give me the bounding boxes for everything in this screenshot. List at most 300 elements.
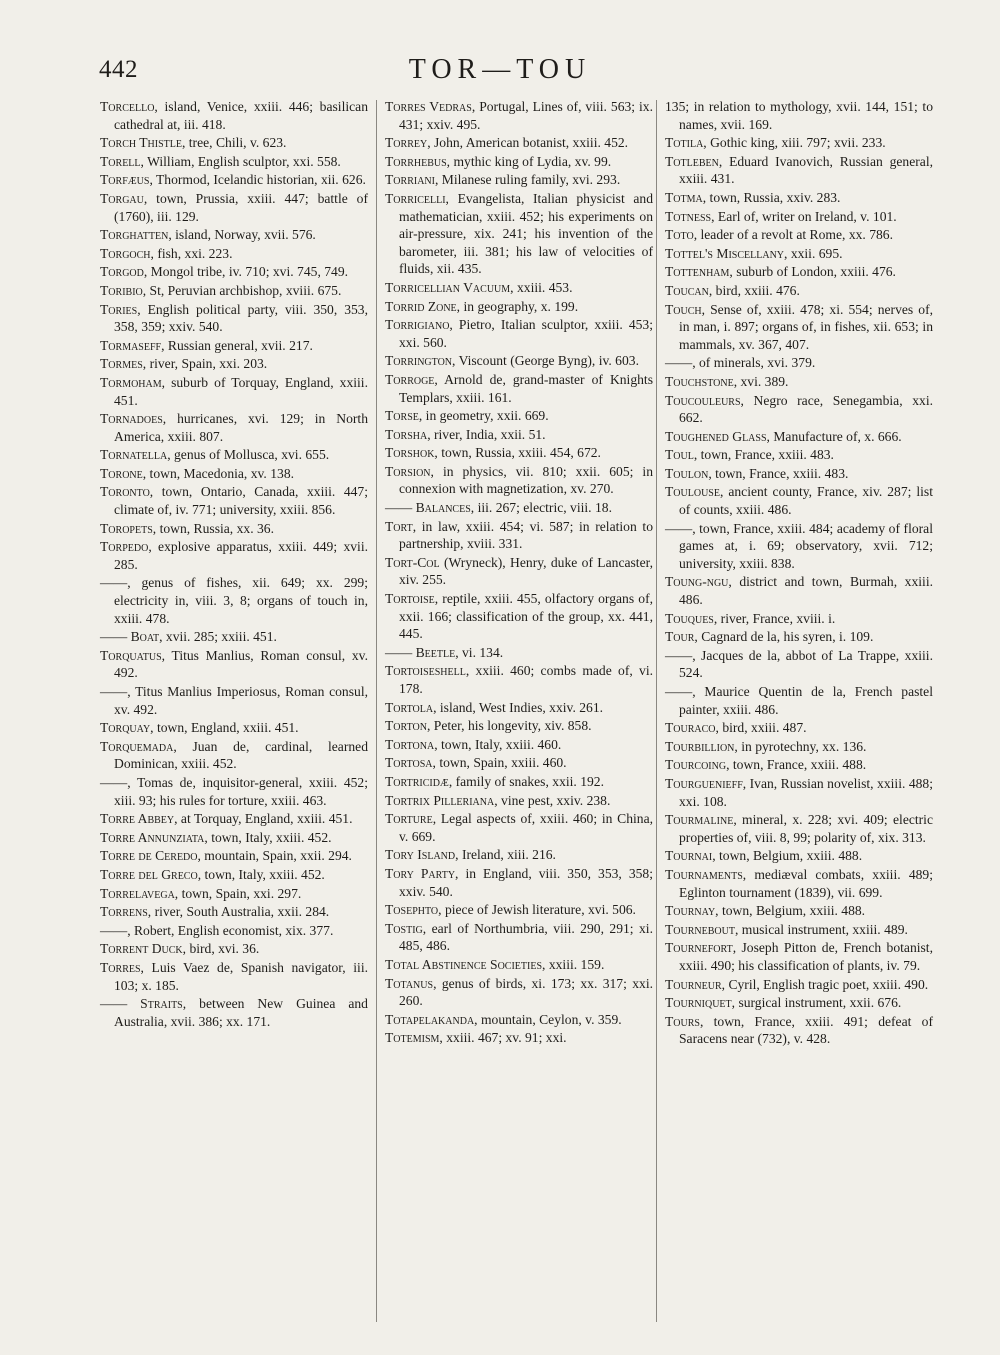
- index-entry: [665, 939, 933, 974]
- entry-text: , town, Russia, xx. 36.: [152, 520, 274, 536]
- entry-headword: Torrid Zone: [385, 298, 457, 314]
- entry-headword: Torre Annunziata: [100, 829, 205, 845]
- entry-text: , genus of birds, xi. 173; xx. 317; xxi. 260.: [399, 975, 653, 1009]
- index-entry: [665, 465, 933, 483]
- entry-text: (Wryneck), Henry, duke of Lancaster, xiv. 255.: [399, 554, 653, 588]
- entry-headword: Tormaseff: [100, 337, 162, 353]
- index-entry: [665, 866, 933, 901]
- index-entry: [385, 846, 653, 864]
- index-entry: [385, 352, 653, 370]
- entry-text: , town, Italy, xxiii. 452.: [204, 829, 332, 845]
- index-entry: [385, 518, 653, 553]
- entry-text: , town, France, xxiii. 491; defeat of Saracens near (732), v. 428.: [679, 1013, 933, 1047]
- index-entry: [665, 902, 933, 920]
- entry-headword: Torrigiano: [385, 317, 450, 333]
- entry-text: , suburb of Torquay, England, xxiii. 451.: [114, 374, 368, 408]
- entry-headword: Totleben: [665, 153, 719, 169]
- index-entry: [665, 282, 933, 300]
- index-entry: [100, 628, 368, 646]
- entry-text: , xvi. 389.: [733, 373, 789, 389]
- entry-text: , town, Belgium, xxiii. 488.: [712, 848, 863, 864]
- index-entry: [665, 354, 933, 372]
- entry-text: , Negro race, Senegambia, xxi. 662.: [679, 392, 933, 426]
- entry-text: , John, American botanist, xxiii. 452.: [427, 135, 629, 151]
- entry-text: , Cagnard de la, his syren, i. 109.: [694, 629, 874, 645]
- entry-headword: Tortricidæ: [385, 773, 449, 789]
- index-entry: [665, 189, 933, 207]
- entry-text: , xxiii. 159.: [542, 956, 605, 972]
- index-entry: [100, 483, 368, 518]
- entry-text: , island, Norway, xvii. 576.: [168, 227, 316, 243]
- entry-text: , in law, xxiii. 454; vi. 587; in relation to partnership, xviii. 331.: [399, 518, 653, 552]
- entry-headword: Tourniquet: [665, 995, 732, 1011]
- index-entry: [385, 1029, 653, 1047]
- index-entry: [385, 699, 653, 717]
- entry-text: , Juan de, cardinal, learned Dominican, xxiii. 452.: [114, 738, 368, 772]
- index-entry: [385, 554, 653, 589]
- entry-text: , reptile, xxiii. 455, olfactory organs of, xxii. 166; classification of the group, xx. 441, 445.: [399, 591, 653, 642]
- index-entry: [665, 245, 933, 263]
- index-entry: [665, 153, 933, 188]
- entry-headword: Toucan: [665, 282, 709, 298]
- index-entry: [385, 956, 653, 974]
- index-entry: [385, 444, 653, 462]
- index-entry: [385, 717, 653, 735]
- index-entry: [385, 644, 653, 662]
- entry-headword: Tourmaline: [665, 812, 734, 828]
- entry-headword: Torres Vedras: [385, 99, 472, 114]
- index-entry: [665, 647, 933, 682]
- entry-headword: Torghatten: [100, 227, 169, 243]
- entry-text: , town, Ontario, Canada, xxiii. 447; climate of, iv. 771; university, xxiii. 856.: [114, 484, 368, 518]
- entry-text: , river, France, xviii. i.: [713, 610, 836, 626]
- index-entry: [665, 392, 933, 427]
- index-entry: [665, 263, 933, 281]
- entry-text: , Eduard Ivanovich, Russian general, xxiii. 431.: [679, 153, 933, 187]
- index-entry: [385, 463, 653, 498]
- index-entry: [385, 407, 653, 425]
- index-entry: [100, 520, 368, 538]
- entry-headword: Tournefort: [665, 940, 733, 956]
- entry-text: , Viscount (George Byng), iv. 603.: [452, 353, 639, 369]
- index-entry: [100, 995, 368, 1030]
- entry-headword: Torgod: [100, 264, 144, 280]
- index-entry: [100, 885, 368, 903]
- entry-headword: Tormoham: [100, 374, 162, 390]
- entry-headword: Torrens: [100, 904, 148, 920]
- index-entry: [385, 371, 653, 406]
- entry-headword: Torrelavega: [100, 885, 175, 901]
- entry-headword: Torell: [100, 153, 141, 169]
- entry-text: , xxii. 695.: [784, 245, 843, 261]
- entry-headword: —— Boat: [100, 629, 160, 645]
- index-entry: [385, 98, 653, 133]
- index-entry: [665, 373, 933, 391]
- entry-text: , mountain, Ceylon, v. 359.: [474, 1011, 622, 1027]
- entry-text: , town, Italy, xxiii. 452.: [197, 866, 325, 882]
- entry-text: , bird, xxiii. 487.: [715, 720, 807, 736]
- entry-headword: Toribio: [100, 282, 143, 298]
- entry-headword: Toulon: [665, 465, 709, 481]
- entry-text: , in physics, vii. 810; xxii. 605; in connexion with magnetization, xv. 270.: [399, 463, 653, 497]
- entry-headword: Torroge: [385, 371, 435, 387]
- entry-headword: Touch: [665, 301, 702, 317]
- entry-text: , mythic king of Lydia, xv. 99.: [446, 153, 612, 169]
- entry-headword: Torfæus: [100, 172, 150, 188]
- index-entry: [385, 134, 653, 152]
- entry-text: , Portugal, Lines of, viii. 563; ix. 431; xxiv. 495.: [399, 99, 653, 132]
- entry-text: , town, Spain, xxi. 297.: [174, 885, 302, 901]
- entry-headword: Totapelakanda: [385, 1011, 475, 1027]
- index-entry: [665, 446, 933, 464]
- entry-text: , Luis Vaez de, Spanish navigator, iii. 103; x. 185.: [114, 959, 368, 993]
- entry-text: , Arnold de, grand-master of Knights Templars, xxiii. 161.: [399, 371, 653, 405]
- entry-headword: Tory Party: [385, 865, 456, 881]
- index-entry: [385, 901, 653, 919]
- entry-headword: Tortoise: [385, 591, 435, 607]
- entry-text: , Earl of, writer on Ireland, v. 101.: [711, 208, 897, 224]
- entry-headword: Torture: [385, 811, 433, 827]
- entry-text: , Peter, his longevity, xiv. 858.: [426, 718, 592, 734]
- entry-headword: Tours: [665, 1013, 700, 1029]
- entry-text: , Joseph Pitton de, French botanist, xxiii. 490; his classification of plants, iv. 79.: [679, 940, 933, 973]
- index-entry: [665, 301, 933, 354]
- index-entry: [100, 355, 368, 373]
- entry-headword: Toucouleurs: [665, 392, 741, 408]
- index-entry: [100, 171, 368, 189]
- entry-text: , town, Prussia, xxiii. 447; battle of (1760), iii. 129.: [114, 190, 368, 224]
- entry-text: , Mongol tribe, iv. 710; xvi. 745, 749.: [143, 264, 349, 280]
- index-entry: [100, 719, 368, 737]
- entry-headword: Tournebout: [665, 921, 735, 937]
- index-entry: [100, 829, 368, 847]
- entry-text: , xxiii. 467; xv. 91; xxi.: [439, 1030, 567, 1046]
- index-entry: [100, 410, 368, 445]
- running-head: TOR—TOU: [408, 54, 592, 85]
- index-entry: [100, 940, 368, 958]
- entry-headword: Torres: [100, 959, 141, 975]
- index-entry: [665, 756, 933, 774]
- index-entry: [665, 98, 933, 133]
- entry-headword: Torton: [385, 718, 427, 734]
- entry-headword: Tornadoes: [100, 411, 163, 427]
- index-entry: [100, 245, 368, 263]
- index-entry: [100, 959, 368, 994]
- entry-text: , river, South Australia, xxii. 284.: [147, 904, 330, 920]
- index-entry: [665, 520, 933, 573]
- entry-text: , town, Spain, xxiii. 460.: [432, 755, 567, 771]
- entry-text: , mediæval combats, xxiii. 489; Eglinton tournament (1839), vii. 699.: [679, 866, 933, 900]
- entry-headword: Tosephto: [385, 902, 439, 918]
- entry-headword: Touques: [665, 610, 714, 626]
- entry-headword: Torshok: [385, 445, 435, 461]
- index-entry: [385, 865, 653, 900]
- index-entry: [665, 847, 933, 865]
- index-entry: [385, 754, 653, 772]
- entry-headword: Tortoiseshell: [385, 663, 466, 679]
- index-entry: [665, 573, 933, 608]
- index-entry: [385, 590, 653, 643]
- entry-text: , town, England, xxiii. 451.: [150, 720, 299, 736]
- entry-headword: Torse: [385, 408, 419, 424]
- entry-text: , in geometry, xxii. 669.: [418, 408, 549, 424]
- index-entry: [665, 483, 933, 518]
- entry-headword: Tourguenieff: [665, 775, 743, 791]
- index-column-1: [100, 98, 368, 1031]
- entry-headword: Tournaments: [665, 866, 743, 882]
- entry-text: ——, of minerals, xvi. 379.: [665, 355, 816, 371]
- index-entry: [385, 190, 653, 278]
- entry-text: ——, genus of fishes, xii. 649; xx. 299; electricity in, viii. 3, 8; organs of touch in, xxiii. 478.: [100, 575, 368, 626]
- entry-headword: Torre Abbey: [100, 811, 175, 827]
- page-number: 442: [99, 56, 138, 83]
- entry-headword: —— Beetle: [385, 644, 456, 660]
- entry-text: , in geography, x. 199.: [456, 298, 579, 314]
- entry-headword: Torone: [100, 465, 143, 481]
- entry-text: , hurricanes, xvi. 129; in North America, xxiii. 807.: [114, 411, 368, 444]
- index-entry: [385, 920, 653, 955]
- entry-text: , town, Belgium, xxiii. 488.: [715, 903, 866, 919]
- entry-headword: Totma: [665, 189, 703, 205]
- index-entry: [385, 171, 653, 189]
- index-entry: [100, 134, 368, 152]
- entry-text: , fish, xxi. 223.: [150, 245, 233, 261]
- index-entry: [100, 847, 368, 865]
- entry-headword: Tort: [385, 518, 413, 534]
- entry-text: , town, Macedonia, xv. 138.: [142, 465, 295, 481]
- entry-text: , Pietro, Italian sculptor, xxiii. 453; xxi. 560.: [399, 317, 653, 350]
- entry-text: , Cyril, English tragic poet, xxiii. 490.: [721, 976, 929, 992]
- index-entry: [665, 719, 933, 737]
- entry-text: , island, West Indies, xxiv. 261.: [433, 699, 604, 715]
- entry-text: ——, town, France, xxiii. 484; academy of floral games at, i. 69; observatory, xvii. 712; university, xxiii. 838.: [665, 520, 933, 571]
- index-entry: [100, 226, 368, 244]
- entry-text: ——, Maurice Quentin de la, French pastel painter, xxiii. 486.: [665, 684, 933, 717]
- index-entry: [385, 792, 653, 810]
- entry-text: , river, Spain, xxi. 203.: [142, 356, 268, 372]
- index-column-3: [665, 98, 933, 1049]
- entry-headword: Torrhebus: [385, 153, 447, 169]
- index-entry: [100, 683, 368, 718]
- index-entry: [100, 153, 368, 171]
- entry-headword: Toughened Glass: [665, 428, 767, 444]
- entry-text: , in England, viii. 350, 353, 358; xxiv. 540.: [399, 865, 653, 899]
- entry-headword: Touraco: [665, 720, 716, 736]
- index-entry: [665, 1013, 933, 1048]
- entry-headword: Torquemada: [100, 738, 174, 754]
- entry-text: , leader of a revolt at Rome, xx. 786.: [693, 227, 894, 243]
- entry-headword: Torgoch: [100, 245, 151, 261]
- entry-text: , ancient county, France, xiv. 287; list of counts, xxiii. 486.: [679, 484, 933, 518]
- index-entry: [385, 773, 653, 791]
- index-entry: [385, 499, 653, 517]
- entry-headword: Tortosa: [385, 755, 433, 771]
- entry-headword: Tortola: [385, 699, 434, 715]
- index-entry: [100, 465, 368, 483]
- entry-text: , family of snakes, xxii. 192.: [448, 773, 605, 789]
- entry-headword: Torquatus: [100, 647, 162, 663]
- entry-headword: Toulouse: [665, 484, 720, 500]
- entry-text: , surgical instrument, xxii. 676.: [731, 995, 902, 1011]
- entry-text: , iii. 267; electric, viii. 18.: [470, 500, 612, 516]
- entry-headword: Totanus: [385, 975, 434, 991]
- entry-text: , Ivan, Russian novelist, xxiii. 488; xxi. 108.: [679, 775, 933, 809]
- entry-text: , Evangelista, Italian physicist and mathematician, xxiii. 452; his experiments on air-pressure, xix. 241; his invention of the barometer, iii. 381; his law of velocities of fluids, xii. 435.: [399, 190, 653, 277]
- index-entry: [100, 98, 368, 133]
- entry-text: 135; in relation to mythology, xvii. 144, 151; to names, xvii. 169.: [665, 99, 933, 132]
- entry-headword: Torre del Greco: [100, 866, 198, 882]
- entry-text: , xxiii. 453.: [510, 279, 573, 295]
- entry-headword: Tourcoing: [665, 757, 727, 773]
- entry-headword: Totila: [665, 135, 704, 151]
- entry-text: , town, Russia, xxiv. 283.: [702, 189, 841, 205]
- entry-headword: Totemism: [385, 1030, 440, 1046]
- index-entry: [665, 610, 933, 628]
- index-entry: [665, 226, 933, 244]
- index-columns: [100, 98, 933, 1328]
- entry-text: , English political party, viii. 350, 353, 358, 359; xxiv. 540.: [114, 301, 368, 335]
- entry-headword: Totness: [665, 208, 712, 224]
- entry-headword: Tourneur: [665, 976, 722, 992]
- entry-text: , musical instrument, xxiii. 489.: [734, 921, 908, 937]
- entry-text: , Titus Manlius, Roman consul, xv. 492.: [114, 647, 368, 681]
- index-entry: [100, 263, 368, 281]
- entry-headword: Tortona: [385, 736, 435, 752]
- entry-text: , mountain, Spain, xxii. 294.: [197, 848, 352, 864]
- index-column-2: [385, 98, 653, 1048]
- index-entry: [385, 975, 653, 1010]
- entry-headword: Touchstone: [665, 373, 734, 389]
- entry-headword: Tories: [100, 301, 138, 317]
- entry-headword: Torricelli: [385, 190, 446, 206]
- entry-headword: Toronto: [100, 484, 150, 500]
- index-entry: [385, 298, 653, 316]
- index-entry: [665, 738, 933, 756]
- index-entry: [100, 738, 368, 773]
- entry-headword: Torrington: [385, 353, 453, 369]
- entry-text: , town, France, xxiii. 483.: [693, 447, 834, 463]
- index-entry: [100, 190, 368, 225]
- entry-headword: Tottel's Miscellany: [665, 245, 785, 261]
- entry-text: , town, Russia, xxiii. 454, 672.: [434, 445, 601, 461]
- index-entry: [385, 1011, 653, 1029]
- index-entry: [665, 134, 933, 152]
- entry-headword: Tory Island: [385, 847, 456, 863]
- entry-text: , earl of Northumbria, viii. 290, 291; xi. 485, 486.: [399, 920, 653, 954]
- entry-headword: Torsha: [385, 426, 428, 442]
- entry-text: , between New Guinea and Australia, xvii. 386; xx. 171.: [114, 996, 368, 1029]
- entry-text: , bird, xvi. 36.: [182, 941, 260, 957]
- entry-headword: Tour: [665, 629, 695, 645]
- entry-text: , piece of Jewish literature, xvi. 506.: [438, 902, 636, 918]
- index-entry: [100, 374, 368, 409]
- entry-headword: Tormes: [100, 356, 143, 372]
- entry-headword: Torch Thistle: [100, 135, 182, 151]
- entry-headword: Tournai: [665, 848, 713, 864]
- entry-text: , tree, Chili, v. 623.: [181, 135, 287, 151]
- entry-headword: Torsion: [385, 463, 431, 479]
- index-entry: [665, 811, 933, 846]
- entry-headword: Torrey: [385, 135, 428, 151]
- index-entry: [385, 662, 653, 697]
- entry-text: , William, English sculptor, xxi. 558.: [140, 153, 341, 169]
- entry-text: , in pyrotechny, xx. 136.: [734, 738, 867, 754]
- index-entry: [100, 922, 368, 940]
- index-entry: [100, 574, 368, 627]
- index-entry: [385, 426, 653, 444]
- entry-text: , suburb of London, xxiii. 476.: [729, 264, 896, 280]
- entry-text: , genus of Mollusca, xvi. 655.: [167, 447, 330, 463]
- entry-text: , town, France, xxiii. 483.: [708, 465, 849, 481]
- index-entry: [665, 628, 933, 646]
- entry-text: ——, Jacques de la, abbot of La Trappe, xxiii. 524.: [665, 647, 933, 681]
- index-entry: [100, 903, 368, 921]
- index-entry: [385, 810, 653, 845]
- entry-headword: Torricellian Vacuum: [385, 279, 511, 295]
- entry-headword: Tostig: [385, 920, 423, 936]
- index-entry: [665, 775, 933, 810]
- index-entry: [100, 337, 368, 355]
- entry-headword: —— Straits: [100, 996, 183, 1012]
- index-entry: [665, 208, 933, 226]
- entry-text: , Legal aspects of, xxiii. 460; in China, v. 669.: [399, 811, 653, 844]
- entry-text: , island, Venice, xxiii. 446; basilican cathedral at, iii. 418.: [114, 99, 368, 132]
- entry-headword: Tort-Col: [385, 554, 440, 570]
- index-entry: [665, 994, 933, 1012]
- index-entry: [665, 428, 933, 446]
- entry-text: , Sense of, xxiii. 478; xi. 554; nerves of, in man, i. 897; organs of, in fishes, xii. 653; in mammals, xv. 367, 407.: [679, 301, 933, 352]
- entry-text: ——, Titus Manlius Imperiosus, Roman consul, xv. 492.: [100, 684, 368, 717]
- entry-text: , at Torquay, England, xxiii. 451.: [174, 811, 353, 827]
- entry-text: , river, India, xxii. 51.: [427, 426, 546, 442]
- entry-text: ——, Tomas de, inquisitor-general, xxiii. 452; xiii. 93; his rules for torture, xxiii. 463.: [100, 774, 368, 808]
- entry-headword: Tortrix Pilleriana: [385, 792, 495, 808]
- entry-headword: Toung-ngu: [665, 574, 729, 590]
- entry-headword: Torre de Ceredo: [100, 848, 198, 864]
- entry-text: , Gothic king, xiii. 797; xvii. 233.: [703, 135, 886, 151]
- index-entry: [100, 301, 368, 336]
- entry-headword: Tottenham: [665, 264, 730, 280]
- entry-text: , xvii. 285; xxiii. 451.: [159, 629, 277, 645]
- index-entry: [385, 153, 653, 171]
- entry-text: , town, France, xxiii. 488.: [726, 757, 867, 773]
- index-entry: [385, 736, 653, 754]
- entry-headword: Torgau: [100, 190, 144, 206]
- index-entry: [665, 921, 933, 939]
- entry-text: ——, Robert, English economist, xix. 377.: [100, 922, 334, 938]
- entry-text: , district and town, Burmah, xxiii. 486.: [679, 574, 933, 608]
- index-entry: [100, 810, 368, 828]
- entry-text: , vi. 134.: [455, 644, 504, 660]
- index-entry: [385, 316, 653, 351]
- index-entry: [665, 683, 933, 718]
- entry-headword: Torquay: [100, 720, 151, 736]
- entry-text: , Ireland, xiii. 216.: [455, 847, 556, 863]
- entry-text: , Russian general, xvii. 217.: [161, 337, 313, 353]
- entry-text: , vine pest, xxiv. 238.: [494, 792, 611, 808]
- entry-headword: Tournay: [665, 903, 716, 919]
- column-rule: [376, 100, 377, 1322]
- entry-text: , xxiii. 460; combs made of, vi. 178.: [399, 663, 653, 696]
- entry-text: , town, Italy, xxiii. 460.: [434, 736, 562, 752]
- entry-text: , St, Peruvian archbishop, xviii. 675.: [142, 282, 342, 298]
- index-entry: [100, 538, 368, 573]
- entry-headword: Torpedo: [100, 539, 149, 555]
- entry-headword: Torrent Duck: [100, 941, 183, 957]
- entry-headword: Tornatella: [100, 447, 168, 463]
- index-entry: [100, 647, 368, 682]
- index-entry: [385, 279, 653, 297]
